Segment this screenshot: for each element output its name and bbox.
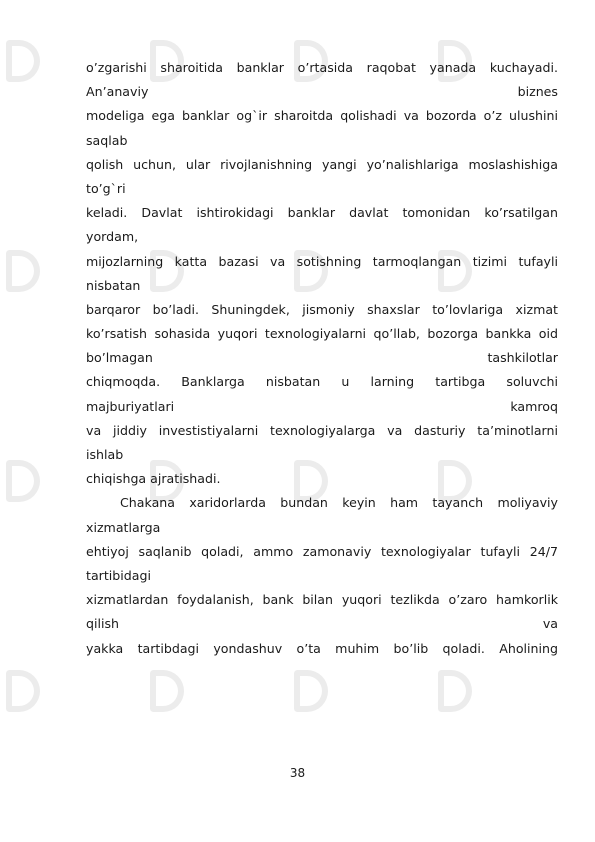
text-line: qilish va — [86, 616, 558, 632]
text-line: chiqishga ajratishadi. — [86, 471, 221, 487]
watermark-icon — [150, 670, 184, 712]
text-line: xizmatlardan foydalanish, bank bilan yuqori tezlikda o’zaro hamkorlik — [86, 592, 558, 608]
text-line: keladi. Davlat ishtirokidagi banklar davlat tomonidan ko’rsatilgan — [86, 205, 558, 221]
text-line: modeliga ega banklar og`ir sharoitda qolishadi va bozorda o’z ulushini — [86, 108, 558, 124]
text-line: va jiddiy investistiyalarni texnologiyalarga va dasturiy ta’minotlarni — [86, 422, 558, 438]
text-line: ishlab — [86, 447, 124, 462]
text-line: mijozlarning katta bazasi va sotishning tarmoqlangan tizimi tufayli — [86, 253, 558, 269]
text-line: tartibidagi — [86, 567, 151, 583]
text-line: Chakana xaridorlarda bundan keyin ham tayanch moliyaviy — [120, 495, 558, 511]
text-line: qolish uchun, ular rivojlanishning yangi yo’nalishlariga moslashishiga — [86, 156, 558, 172]
text-line: to’g`ri — [86, 180, 126, 196]
text-line: o’zgarishi sharoitida banklar o’rtasida raqobat yanada kuchayadi. — [86, 60, 558, 75]
page-number: 38 — [289, 766, 306, 780]
text-line: barqaror bo’ladi. Shuningdek, jismoniy shaxslar to’lovlariga xizmat — [86, 301, 558, 317]
text-line: saqlab — [86, 132, 128, 148]
text-line: ehtiyoj saqlanib qoladi, ammo zamonaviy texnologiyalar tufayli 24/7 — [86, 543, 558, 559]
text-line: nisbatan — [86, 277, 141, 293]
text-line: An’anaviy biznes — [86, 84, 558, 100]
watermark-icon — [6, 670, 40, 712]
watermark-icon — [6, 460, 40, 502]
text-line: chiqmoqda. Banklarga nisbatan u larning tartibga soluvchi — [86, 374, 558, 390]
body-text — [86, 56, 558, 661]
text-line: yakka tartibdagi yondashuv o’ta muhim bo’lib qoladi. Aholining — [86, 640, 558, 656]
watermark-icon — [6, 40, 40, 82]
text-line: yordam, — [86, 229, 139, 245]
watermark-icon — [438, 670, 472, 712]
text-line: xizmatlarga — [86, 519, 161, 535]
text-line: ko’rsatish sohasida yuqori texnologiyalarni qo’llab, bozorga bankka oid — [86, 326, 558, 342]
text-line: majburiyatlari kamroq — [86, 398, 558, 414]
watermark-icon — [6, 250, 40, 292]
watermark-icon — [294, 670, 328, 712]
text-line: bo’lmagan tashkilotlar — [86, 350, 558, 366]
